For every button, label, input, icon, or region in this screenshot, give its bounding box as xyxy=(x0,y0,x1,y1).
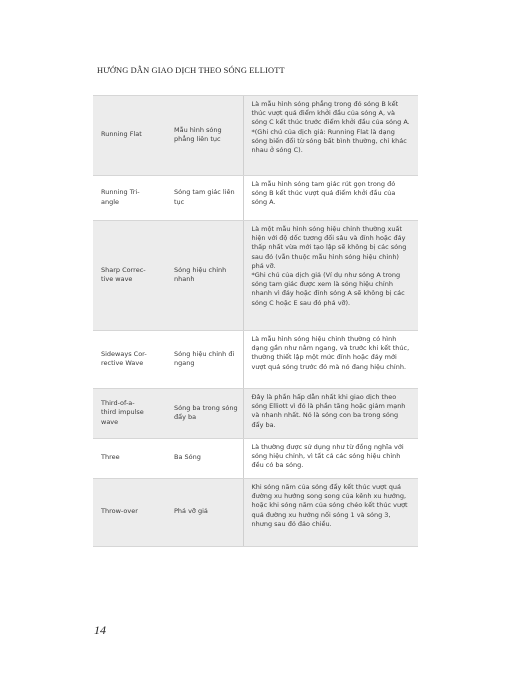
term-text: Sharp Correc- tive wave xyxy=(101,265,146,283)
term-text: Throw-over xyxy=(101,507,138,516)
definition-text: Là mẫu hình sóng phẳng trong đó sóng B kết thúc vượt quá điểm khởi đầu của sóng A, và sóng C kết thúc trước điểm khởi đầu của sóng A. *(Ghi chú của dịch giả: Running Flat là dạng sóng biến đổi từ sóng bất bình thường, chỉ khác nhau ở sóng C). xyxy=(251,100,410,155)
translation-cell xyxy=(165,439,243,479)
translation-text: Mẫu hình sóng phẳng liên tục xyxy=(174,125,222,143)
term-cell xyxy=(93,331,165,389)
translation-cell xyxy=(165,221,243,331)
term-text: Running Flat xyxy=(101,130,142,139)
glossary-row xyxy=(93,221,418,331)
translation-text: Sóng hiệu chỉnh đi ngang xyxy=(174,349,235,367)
definition-cell xyxy=(243,389,418,439)
glossary-row xyxy=(93,439,418,479)
definition-cell xyxy=(243,331,418,389)
definition-text: Đây là phần hấp dẫn nhất khi giao dịch theo sóng Elliott vì đó là phần tăng hoặc giảm mạnh và nhanh nhất. Nó là sóng con ba trong sóng đẩy ba. xyxy=(251,393,406,429)
definition-cell xyxy=(243,439,418,479)
definition-cell xyxy=(243,176,418,221)
term-cell xyxy=(93,221,165,331)
definition-text: Là mẫu hình sóng hiệu chỉnh thường có hình dạng gần như nằm ngang, và trước khi kết thúc, thường thiết lập một mức đỉnh hoặc đáy mới vượt quá sóng trước đó mà nó đang hiệu chỉnh. xyxy=(251,335,410,371)
definition-text: Là mẫu hình sóng tam giác rút gọn trong đó sóng B kết thúc vượt quá điểm khởi đầu của sóng A. xyxy=(251,180,396,207)
term-cell xyxy=(93,389,165,439)
translation-cell xyxy=(165,176,243,221)
glossary-table xyxy=(93,95,418,547)
glossary-row xyxy=(93,96,418,176)
glossary-row xyxy=(93,389,418,439)
term-text: Three xyxy=(101,453,120,462)
translation-text: Sóng tam giác liên tục xyxy=(174,188,235,206)
definition-text: Là một mẫu hình sóng hiệu chỉnh thường xuất hiện với độ dốc tương đối sâu và đỉnh hoặc đáy thấp nhất vừa mới tạo lập sẽ không bị các sóng sau đó (vẫn thuộc mẫu hình sóng hiệu chỉnh) phá vỡ. *Ghi chú của dịch giả (Ví dụ như sóng A trong sóng tam giác được xem là sóng hiệu chỉnh nhanh vì đáy hoặc đỉnh sóng A sẽ không bị các sóng C hoặc E sau đó phá vỡ). xyxy=(251,225,407,307)
translation-text: Sóng hiệu chỉnh nhanh xyxy=(174,265,227,283)
term-cell xyxy=(93,479,165,547)
term-text: Sideways Cor- rective Wave xyxy=(101,349,147,367)
translation-cell xyxy=(165,331,243,389)
definition-cell xyxy=(243,221,418,331)
definition-cell xyxy=(243,479,418,547)
term-text: Third-of-a- third impulse wave xyxy=(101,399,144,426)
definition-cell xyxy=(243,96,418,176)
translation-cell xyxy=(165,479,243,547)
translation-cell xyxy=(165,389,243,439)
translation-text: Ba Sóng xyxy=(174,453,201,462)
term-cell xyxy=(93,176,165,221)
translation-text: Sóng ba trong sóng đẩy ba xyxy=(174,403,238,421)
running-header: HƯỚNG DẪN GIAO DỊCH THEO SÓNG ELLIOTT xyxy=(97,66,285,75)
glossary-row xyxy=(93,479,418,547)
page-number: 14 xyxy=(94,623,106,637)
translation-text: Phá vỡ giả xyxy=(174,507,208,516)
glossary-row xyxy=(93,176,418,221)
term-text: Running Tri- angle xyxy=(101,188,140,206)
translation-cell xyxy=(165,96,243,176)
term-cell xyxy=(93,96,165,176)
term-cell xyxy=(93,439,165,479)
definition-text: Là thường được sử dụng như từ đồng nghĩa với sóng hiệu chỉnh, vì tất cả các sóng hiệu chỉnh đều có ba sóng. xyxy=(251,443,404,470)
glossary-row xyxy=(93,331,418,389)
definition-text: Khi sóng năm của sóng đẩy kết thúc vượt quá đường xu hướng song song của kênh xu hướng, hoặc khi sóng năm của sóng chéo kết thúc vượt quá đường xu hướng nối sóng 1 và sóng 3, nhưng sau đó đảo chiều. xyxy=(251,483,408,528)
